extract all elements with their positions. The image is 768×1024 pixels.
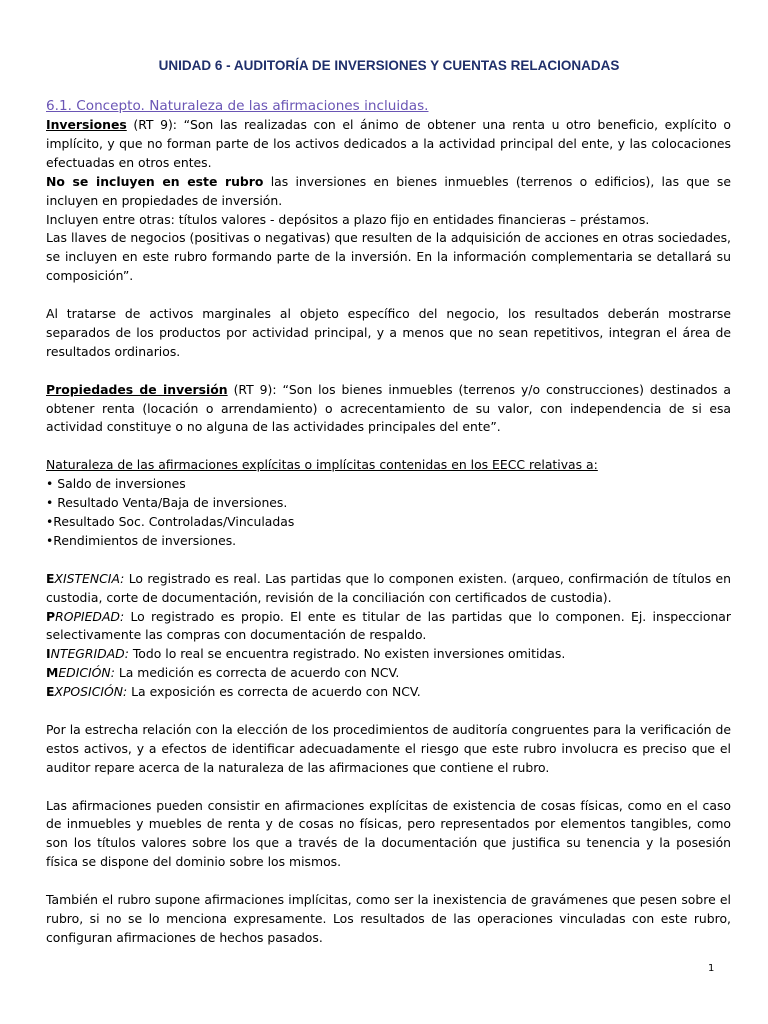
activos-marginales-paragraph: Al tratarse de activos marginales al objeto específico del negocio, los resultados deberán mostrarse separados de los productos por actividad principal, y a menos que no sean repetitivos, integran el área de resultados ordinarios.: [46, 306, 731, 359]
spacer: [46, 437, 731, 456]
naturaleza-heading: Naturaleza de las afirmaciones explícitas o implícitas contenidas en los EECC relativas a:: [46, 457, 598, 473]
assertion-existencia: [46, 570, 731, 608]
assertion-text: Todo lo real se encuentra registrado. No existen inversiones omitidas.: [128, 646, 566, 662]
inversiones-text: (RT 9): “Son las realizadas con el ánimo de obtener una renta u otro beneficio, explícito o implícito, y que no forman parte de los activos dedicados a la actividad principal del ente, y las colocaciones efectuadas en otros entes.: [46, 117, 731, 170]
spacer: [46, 551, 731, 570]
spacer: [46, 362, 731, 381]
assertion-initial: E: [46, 570, 55, 586]
assertion-label: ROPIEDAD:: [55, 608, 125, 624]
assertion-medicion: [46, 664, 731, 683]
document-title: UNIDAD 6 - AUDITORÍA DE INVERSIONES Y CUENTAS RELACIONADAS: [158, 58, 620, 73]
assertion-text: La exposición es correcta de acuerdo con NCV.: [127, 684, 421, 700]
spacer: [46, 872, 731, 891]
assertion-propiedad: [46, 608, 731, 646]
assertion-exposicion: [46, 683, 731, 702]
assertion-label: XISTENCIA:: [54, 570, 125, 586]
assertion-text: Lo registrado es propio. El ente es titular de las partidas que lo componen. Ej. inspeccionar selectivamente las compras con documentación de respaldo.: [46, 608, 731, 643]
section-heading: 6.1. Concepto. Naturaleza de las afirmaciones incluidas.: [46, 98, 429, 114]
document-body: [46, 96, 731, 948]
no-incluyen-term: No se incluyen en este rubro: [46, 173, 264, 189]
no-incluyen-paragraph: [46, 173, 731, 211]
assertion-initial: M: [46, 665, 59, 681]
page-number: 1: [708, 963, 715, 974]
afirmaciones-paragraph: Las afirmaciones pueden consistir en afirmaciones explícitas de existencia de cosas físicas, como en el caso de inmuebles y muebles de renta y de cosas no físicas, pero representados por elementos tangibles, como son los títulos valores sobre los que a través de la documentación que justifica su tenencia y la posesión física se dispone del dominio sobre los mismos.: [46, 797, 731, 870]
relacion-paragraph: Por la estrecha relación con la elección de los procedimientos de auditoría congruentes para la verificación de estos activos, y a efectos de identificar adecuadamente el riesgo que este rubro involucra es preciso que el auditor repare acerca de la naturaleza de las afirmaciones que contiene el rubro.: [46, 721, 731, 775]
assertion-label: XPOSICIÓN:: [54, 684, 128, 700]
bullet-item: •Rendimientos de inversiones.: [46, 532, 237, 548]
no-incluyen-text: las inversiones en bienes inmuebles (terrenos o edificios), las que se incluyen en propiedades de inversión.: [46, 173, 731, 208]
assertion-text: Lo registrado es real. Las partidas que lo componen existen. (arqueo, confirmación de títulos en custodia, corte de documentación, revisión de la conciliación con certificados de custodia).: [46, 570, 731, 605]
assertion-initial: P: [46, 608, 56, 624]
spacer: [46, 702, 731, 721]
inversiones-term: Inversiones: [46, 117, 127, 132]
propiedades-text: (RT 9): “Son los bienes inmuebles (terrenos y/o construcciones) destinados a obtener renta (locación o arrendamiento) o acrecentamiento de su valor, con independencia de si esa actividad constituye o no alguna de las actividades principales del ente”.: [46, 381, 731, 435]
assertion-label: EDICIÓN:: [58, 665, 115, 681]
spacer: [46, 778, 731, 797]
assertion-initial: E: [46, 684, 55, 700]
assertion-label: NTEGRIDAD:: [50, 646, 129, 662]
bullet-item: •Resultado Soc. Controladas/Vinculadas: [46, 513, 295, 529]
inversiones-definition: [46, 116, 731, 173]
propiedades-term: Propiedades de inversión: [46, 381, 228, 397]
implicitas-paragraph: También el rubro supone afirmaciones implícitas, como ser la inexistencia de gravámenes que pesen sobre el rubro, si no se lo menciona expresamente. Los resultados de las operaciones vinculadas con este rubro, configuran afirmaciones de hechos pasados.: [46, 892, 731, 945]
assertion-integridad: [46, 645, 731, 664]
spacer: [46, 286, 731, 305]
bullet-item: • Saldo de inversiones: [46, 476, 186, 492]
bullet-item: • Resultado Venta/Baja de inversiones.: [46, 495, 288, 511]
assertion-initial: I: [46, 646, 51, 662]
incluyen-otras-paragraph: Incluyen entre otras: títulos valores - depósitos a plazo fijo en entidades financieras – préstamos.: [46, 211, 650, 227]
assertion-text: La medición es correcta de acuerdo con NCV.: [114, 665, 400, 681]
llaves-paragraph: Las llaves de negocios (positivas o negativas) que resulten de la adquisición de acciones en otras sociedades, se incluyen en este rubro formando parte de la inversión. En la información complementaria se detallará su composición”.: [46, 230, 731, 284]
propiedades-definition: [46, 381, 731, 438]
